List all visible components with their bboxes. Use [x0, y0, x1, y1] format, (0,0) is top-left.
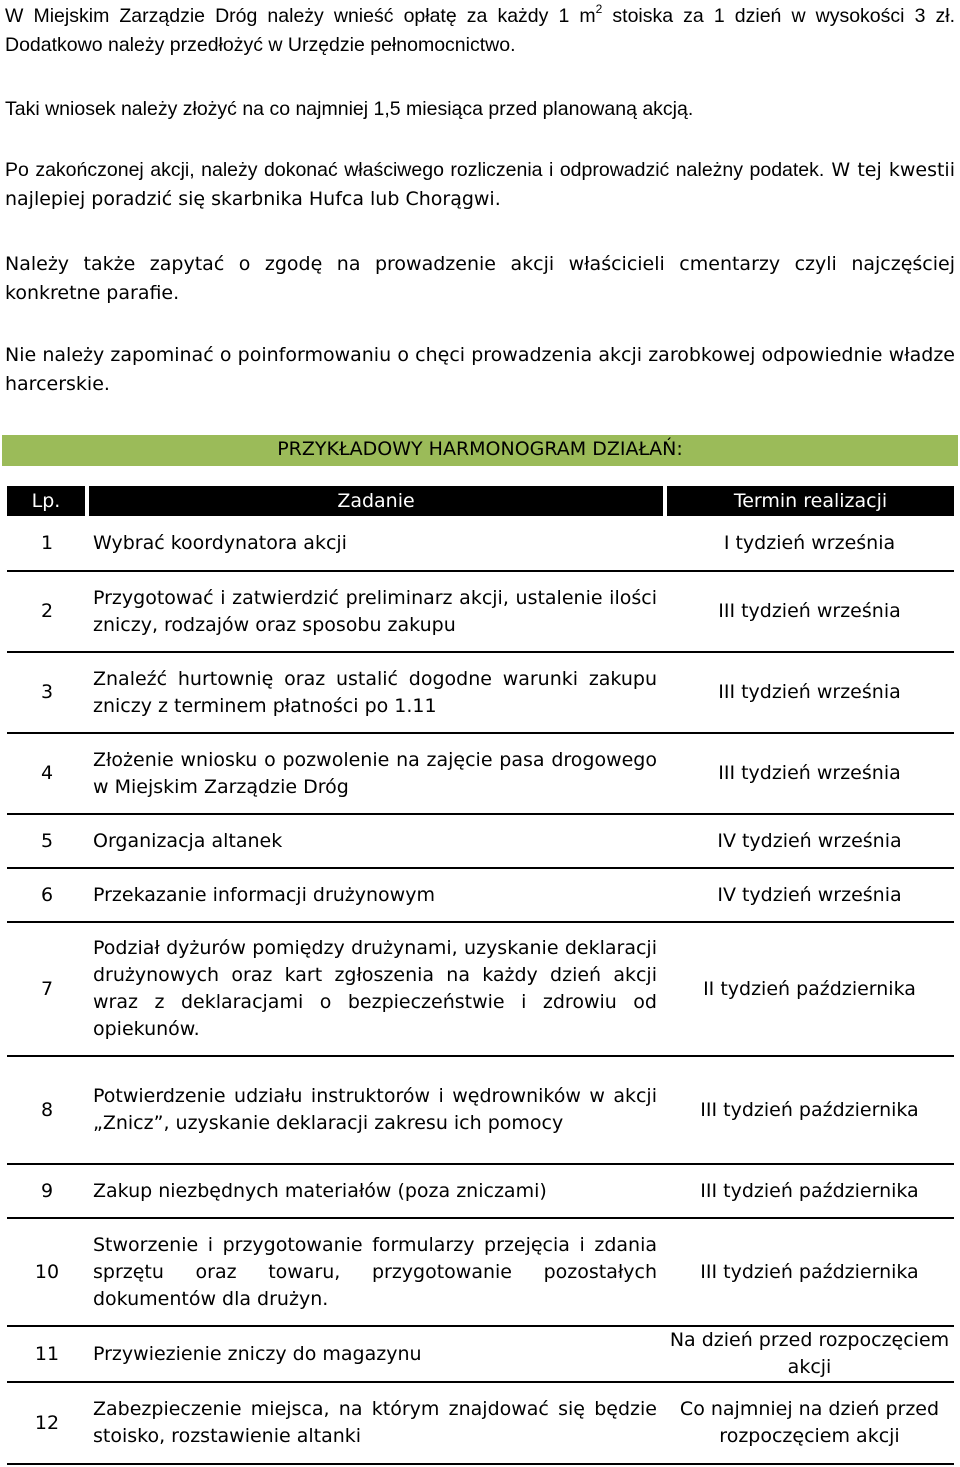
table-row — [7, 571, 954, 652]
row-number: 10 — [7, 1218, 87, 1326]
table-row — [7, 516, 954, 571]
row-term: III tydzień września — [665, 571, 954, 652]
schedule-title: PRZYKŁADOWY HARMONOGRAM DZIAŁAŃ: — [277, 438, 683, 460]
table-row — [7, 1382, 954, 1464]
row-number: 9 — [7, 1164, 87, 1218]
row-task: Przywiezienie zniczy do magazynu — [87, 1326, 665, 1382]
row-number: 2 — [7, 571, 87, 652]
row-task: Przekazanie informacji drużynowym — [87, 868, 665, 922]
row-task: Wybrać koordynatora akcji — [87, 516, 665, 571]
column-header-lp: Lp. — [7, 486, 87, 516]
row-term: III tydzień września — [665, 733, 954, 814]
row-term: Na dzień przed rozpoczęciem akcji — [665, 1326, 954, 1382]
row-term: IV tydzień września — [665, 868, 954, 922]
paragraph-fee — [5, 2, 955, 60]
row-task: Zakup niezbędnych materiałów (poza zniczami) — [87, 1164, 665, 1218]
table-row — [7, 814, 954, 868]
row-term: IV tydzień września — [665, 814, 954, 868]
row-term: III tydzień października — [665, 1164, 954, 1218]
row-term: III tydzień października — [665, 1218, 954, 1326]
paragraph-deadline: Taki wniosek należy złożyć na co najmniej 1,5 miesiąca przed planowaną akcją. — [5, 98, 694, 120]
row-task: Złożenie wniosku o pozwolenie na zajęcie pasa drogowego w Miejskim Zarządzie Dróg — [87, 733, 665, 814]
row-number: 3 — [7, 652, 87, 733]
row-term: II tydzień października — [665, 922, 954, 1056]
row-number: 1 — [7, 516, 87, 571]
table-header-row — [7, 486, 954, 516]
row-task: Organizacja altanek — [87, 814, 665, 868]
table-row — [7, 652, 954, 733]
row-number: 5 — [7, 814, 87, 868]
row-task: Podział dyżurów pomiędzy drużynami, uzyskanie deklaracji drużynowych oraz kart zgłoszenia na każdy dzień akcji wraz z deklaracjami o bezpieczeństwie i zdrowiu od opiekunów. — [87, 922, 665, 1056]
paragraph-consent: Należy także zapytać o zgodę na prowadzenie akcji właścicieli cmentarzy czyli najczęściej konkretne parafie. — [5, 253, 955, 304]
table-row — [7, 1326, 954, 1382]
row-term: III tydzień października — [665, 1056, 954, 1164]
row-task: Stworzenie i przygotowanie formularzy przejęcia i zdania sprzętu oraz towaru, przygotowanie pozostałych dokumentów dla drużyn. — [87, 1218, 665, 1326]
superscript-2: 2 — [595, 2, 603, 16]
paragraph-notify: Nie należy zapominać o poinformowaniu o chęci prowadzenia akcji zarobkowej odpowiednie władze harcerskie. — [5, 344, 955, 395]
paragraph-fee-text-a: W Miejskim Zarządzie Dróg należy wnieść opłatę za każdy 1 m — [5, 5, 596, 27]
row-task: Potwierdzenie udziału instruktorów i wędrowników w akcji „Znicz”, uzyskanie deklaracji zakresu ich pomocy — [87, 1056, 665, 1164]
paragraph-settlement — [5, 156, 955, 214]
table-row — [7, 1218, 954, 1326]
schedule-table — [7, 486, 954, 1465]
row-number: 12 — [7, 1382, 87, 1464]
paragraph-settlement-text-a: Po zakończonej akcji, należy dokonać właściwego rozliczenia i odprowadzić należny podatek. — [5, 159, 825, 181]
table-row — [7, 1164, 954, 1218]
row-term: I tydzień września — [665, 516, 954, 571]
row-task: Znaleźć hurtownię oraz ustalić dogodne warunki zakupu zniczy z terminem płatności po 1.11 — [87, 652, 665, 733]
row-number: 8 — [7, 1056, 87, 1164]
table-row — [7, 1056, 954, 1164]
table-row — [7, 868, 954, 922]
row-term: Co najmniej na dzień przed rozpoczęciem akcji — [665, 1382, 954, 1464]
row-task: Przygotować i zatwierdzić preliminarz akcji, ustalenie ilości zniczy, rodzajów oraz sposobu zakupu — [87, 571, 665, 652]
row-number: 11 — [7, 1326, 87, 1382]
row-number: 7 — [7, 922, 87, 1056]
column-header-task: Zadanie — [87, 486, 665, 516]
table-row — [7, 922, 954, 1056]
paragraph-fee-text-b: stoiska za 1 dzień w wysokości 3 zł. Dodatkowo należy przedłożyć w Urzędzie pełnomocnictwo. — [5, 5, 955, 56]
paragraph-settlement-text-b: W tej kwestii najlepiej poradzić się skarbnika Hufca lub Chorągwi. — [5, 159, 955, 210]
row-number: 6 — [7, 868, 87, 922]
schedule-banner — [2, 435, 958, 466]
row-number: 4 — [7, 733, 87, 814]
column-header-term: Termin realizacji — [665, 486, 954, 516]
table-row — [7, 733, 954, 814]
row-task: Zabezpieczenie miejsca, na którym znajdować się będzie stoisko, rozstawienie altanki — [87, 1382, 665, 1464]
row-term: III tydzień września — [665, 652, 954, 733]
